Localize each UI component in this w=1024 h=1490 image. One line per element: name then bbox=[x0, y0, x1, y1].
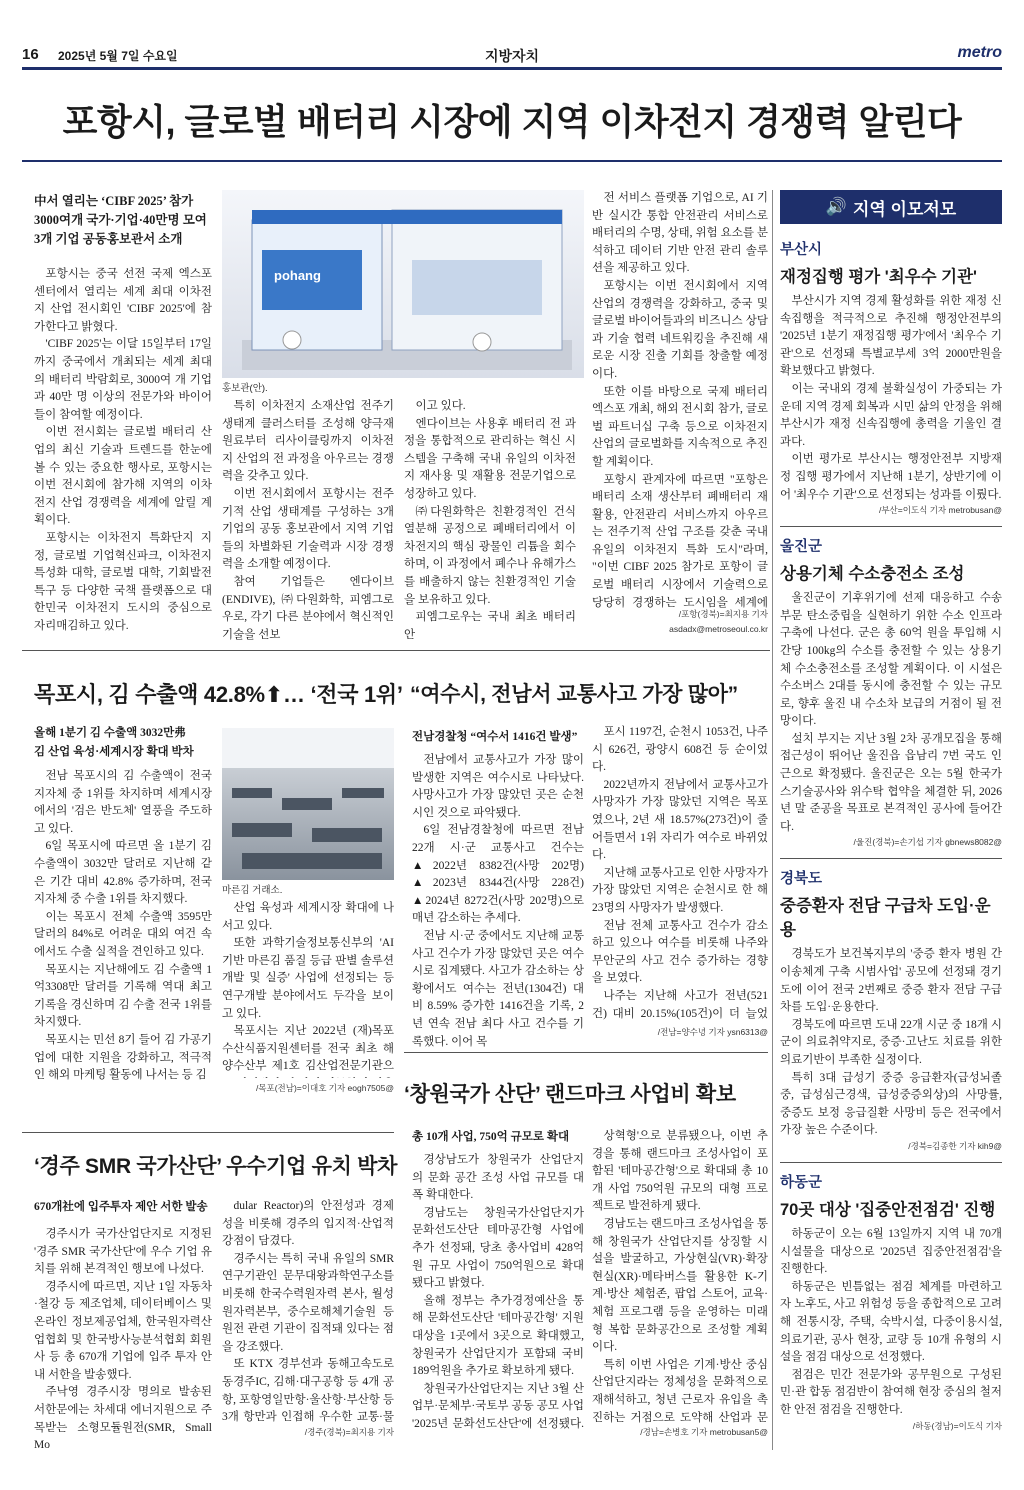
main-subheads: 中서 열리는 ‘CIBF 2025’ 참가 3000여개 국가·기업·40만명 모여 3개 기업 공동홍보관서 소개 bbox=[34, 194, 207, 246]
yeosu-col-1: 전남에서 교통사고가 가장 많이 발생한 지역은 여수시로 나타났다. 사망사고가 가장 많았던 곳은 순천시인 것으로 파악됐다. 6일 전남경찰청에 따르면 전남 22개 시·군 교통사고 건수는 ▲2022년 8382건(사망 202명) ▲2023년 8344건(사망 228건) ▲2024년 8272건(사망 202명)으로 매년 감소하는 추세다. 전남 시·군 중에서도 지난해 교통사고 건수가 가장 많았던 곳은 여수시로 집계됐다. 사고가 감소하는 상황에서도 여수는 전년(1304건) 대비 8.59% 증가한 1416건을 기록, 2년 연속 전남 최다 사고 건수를 기록했다. 이어 목 bbox=[412, 754, 584, 1048]
masthead bbox=[22, 42, 1002, 70]
laver-market-photo bbox=[222, 728, 394, 880]
booth-logo-text: pohang bbox=[274, 268, 321, 283]
main-col-3: 이고 있다. 엔다이브는 사용후 배터리 전 과정을 통합적으로 관리하는 혁신 시스템을 구축해 국내 유일의 이차전지 재사용 및 재활용 전문기업으로 성장하고 있다. ㈜다원화학은 친환경적인 건식열분해 공정으로 폐배터리에서 이차전지의 핵심 광물인 리튬을 회수하며, 이 과정에서 폐수나 유해가스를 배출하지 않는 친환경적인 기술을 보유하고 있다. 피엠그로우는 국내 최초 배터리 안 bbox=[404, 400, 576, 641]
main-col-1: 포항시는 중국 선전 국제 엑스포 센터에서 열리는 세계 최대 이차전지 산업 전시회인 'CIBF 2025'에 참가한다고 밝혔다. 'CIBF 2025'는 이달 15일부터 17일까지 중국에서 개최되는 세계 최대의 배터리 박람회로, 3000여 개 기업과 40만 명 이상의 전문가와 바이어들이 참여할 예정이다. 이번 전시회는 글로벌 배터리 산업의 최신 기술과 트렌드를 한눈에 볼 수 있는 중요한 행사로, 포항시는 이번 전시회에 참가해 지역의 이차전지 산업 경쟁력을 세계에 알릴 계획이다. 포항시는 이차전지 특화단지 지정, 글로벌 기업혁신파크, 이차전지 특성화 대학, 글로벌 대학, 기회발전특구 등 다양한 국책 플랫폼으로 대한민국 이차전지 도시의 중심으로 자리매김하고 있다. bbox=[34, 268, 212, 632]
speaker-icon: 🔊 bbox=[825, 197, 847, 216]
sidebar-item-uljin: 울진군 상용기체 수소충전소 조성 울진군이 기후위기에 선제 대응하고 수송부문 탄소중립을 실현하기 위한 수소 인프라 구축에 나선다. 군은 총 60억 원을 투입해 시간당 100kg의 수소를 충전할 수 있는 상용기체 수소충전소를 조성할 계획이다. 이 시설은 수소버스 2대를 동시에 충전할 수 있는 규모로, 향후 울진 내 수소차 보급의 거점이 될 전망이다. 설치 부지는 지난 3월 2차 공개모집을 통해 접근성이 뛰어난 울진읍 읍남리 7번 국도 인근으로 확정됐다. 울진군은 오는 5월 한국가스기술공사와 위수탁 협약을 체결한 뒤, 2026년 말 준공을 목표로 본격적인 공사에 들어간다. /울진(경북)=손기섭 기자 gbnews8082@ bbox=[780, 539, 1002, 848]
yeosu-credit: /전남=양수녕 기자 ysn6313@ bbox=[657, 1027, 768, 1037]
sidebar-separator bbox=[780, 1162, 1002, 1163]
changwon-col-2: 상혁형'으로 분류됐으나, 이번 추경을 통해 랜드마크 조성사업이 포함된 '테마공간형'으로 확대돼 총 10개 사업 750억원 규모의 대형 프로젝트로 발전하게 됐다. 경남도는 랜드마크 조성사업을 통해 창원국가 산업단지를 상징할 시설을 발굴하고, 가상현실(VR)·확장현실(XR)·메타버스를 활용한 K-기계·방산 체험존, 팝업 스토어, 교육·체험 프로그램 등을 운영하는 미래형 복합 문화공간으로 조성할 계획이다. 특히 이번 사업은 기계·방산 중심 산업단지라는 정체성을 문화적으로 재해석하고, 청년 근로자 유입을 촉진하는 거점으로 도약해 산업과 문 bbox=[592, 1130, 768, 1424]
changwon-col-1: 경상남도가 창원국가 산업단지의 문화 공간 조성 사업 규모를 대폭 확대한다. 경남도는 창원국가산업단지가 문화선도산단 테마공간형 사업에 추가 선정돼, 당초 총사업비 428억원 규모 사업이 750억원으로 확대됐다고 밝혔다. 올해 정부는 추가경정예산을 통해 문화선도산단 '테마공간형' 지원 대상을 1곳에서 3곳으로 확대했고, 창원국가 산업단지가 포함돼 국비 189억원을 추가로 확보하게 됐다. 창원국가산업단지는 지난 3월 산업부·문체부·국토부 공동 공모 사업 '2025년 문화선도산단'에 선정됐다. bbox=[412, 1154, 584, 1430]
section-divider-1 bbox=[22, 650, 770, 651]
yeosu-subhead: 전남경찰청 “여수서 1416건 발생” bbox=[412, 731, 578, 743]
main-col-4: 전 서비스 플랫폼 기업으로, AI 기반 실시간 통합 안전관리 서비스로 배터리의 수명, 상태, 위험 요소를 분석하고 데이터 기반 안전 관리 솔루션을 제공하고 있다. 포항시는 이번 전시회에서 지역 산업의 경쟁력을 강화하고, 중국 및 글로벌 바이어들과의 비즈니스 상담과 기술 협력 네트워킹을 추진해 새로운 시장 진출 기회를 창출할 예정이다. 또한 이를 바탕으로 국제 배터리 엑스포 개최, 해외 전시회 참가, 글로벌 파트너십 구축 등으로 이차전지 산업의 글로벌화를 지속적으로 추진할 계획이다. 포항시 관계자에 따르면 "포항은 배터리 소재 생산부터 폐배터리 재활용, 안전관리 서비스까지 아우르는 전주기적 산업 구조를 갖춘 국내 유일의 이차전지 특화 도시"라며, "이번 CIBF 2025 참가로 포항이 글로벌 배터리 시장에서 기술력으로 당당히 경쟁하는 도시임을 세계에 bbox=[592, 192, 768, 608]
sidebar-item-busan: 부산시 재정집행 평가 '최우수 기관' 부산시가 지역 경제 활성화를 위한 재정 신속집행을 적극적으로 추진해 행정안전부의 '2025년 1분기 재정집행 평가'에서 '최우수 기관'으로 선정돼 특별교부세 3억 2000만원을 확보했다고 밝혔다. 이는 국내외 경제 불확실성이 가중되는 가운데 지역 경제 회복과 시민 삶의 안정을 위해 부산시가 재정 신속집행에 총력을 기울인 결과다. 이번 평가로 부산시는 행정안전부 지방재정 집행 평가에서 지난해 1분기, 상반기에 이어 '최우수 기관'으로 선정되는 성과를 이뤘다. /부산=이도식 기자 metrobusan@ bbox=[780, 242, 1002, 516]
main-credit: /포항(경북)=최지용 기자 bbox=[678, 609, 768, 619]
section-divider-3 bbox=[22, 1132, 394, 1133]
regional-news-sidebar bbox=[780, 190, 1002, 1450]
mokpo-credit: /목포(전남)=이대호 기자 eogh7505@ bbox=[255, 1083, 394, 1093]
sidebar-item-hadong: 하동군 70곳 대상 '집중안전점검' 진행 하동군이 오는 6월 13일까지 지역 내 70개 시설물을 대상으로 '2025년 집중안전점검'을 진행한다. 하동군은 빈틈없는 점검 체계를 마련하고자 노후도, 사고 위험성 등을 종합적으로 고려해 전통시장, 주택, 숙박시설, 다중이용시설, 의료기관, 공사 현장, 교량 등 10개 유형의 시설을 점검 대상으로 선정했다. 점검은 민간 전문가와 공무원으로 구성된 민·관 합동 점검반이 참여해 현장 중심의 철저한 안전 점검을 진행한다. /하동(경남)=이도식 기자 bbox=[780, 1174, 1002, 1431]
laver-photo-caption: 마른김 거래소. bbox=[222, 885, 283, 896]
page-number: 16 bbox=[22, 46, 39, 63]
metro-logo: metro bbox=[957, 44, 1002, 61]
arrow-up-icon: ⬆ bbox=[264, 682, 283, 707]
sidebar-separator bbox=[780, 526, 1002, 527]
gyeongju-subhead: 670개社에 입주투자 제안 서한 발송 bbox=[34, 1201, 208, 1213]
yeosu-col-2: 포시 1197건, 순천시 1053건, 나주시 626건, 광양시 608건 등 순이었다. 2022년까지 전남에서 교통사고가 사망자가 가장 많았던 지역은 목포였으나, 2년 새 18.57%(273건)이 줄어들면서 1위 자리가 여수로 바뀌었다. 지난해 교통사고로 인한 사망자가 가장 많았던 지역은 순천시로 한 해 23명의 사망자가 발생했다. 전남 전체 교통사고 건수가 감소하고 있으나 여수를 비롯해 나주와 무안군의 사고 건수 증가하는 경향을 보였다. 나주는 지난해 사고가 전년(521건) 대비 20.15%(105건)이 더 늘었 bbox=[592, 726, 768, 1020]
section-title: 지방자치 bbox=[484, 48, 540, 64]
issue-date: 2025년 5월 7일 수요일 bbox=[58, 49, 178, 63]
changwon-credit: /경남=손병호 기자 metrobusan5@ bbox=[640, 1427, 768, 1437]
gyeongju-col-1: 경주시가 국가산업단지로 지정된 '경주 SMR 국가산단'에 우수 기업 유치를 위해 본격적인 행보에 나섰다. 경주시에 따르면, 지난 1일 자동차·철강 등 제조업체, 데이터베이스 및 온라인 정보제공업체, 한국원자력산업협회 및 한국방사능분석협회 회원사 등 총 670개 기업에 입주 투자 안내 서한을 발송했다. 주낙영 경주시장 명의로 발송된 서한문에는 차세대 에너지원으로 주목받는 소형모듈원전(SMR, Small Mo bbox=[34, 1228, 212, 1452]
gyeongju-col-2: dular Reactor)의 안전성과 경제성을 비롯해 경주의 입지적·산업적 강점이 담겼다. 경주시는 특히 국내 유일의 SMR 연구기관인 문무대왕과학연구소를 비롯해 한국수력원자력 본사, 월성원자력본부, 중수로해체기술원 등 원전 관련 기관이 집적돼 있다는 점을 강조했다. 또 KTX 경부선과 동해고속도로 동경주IC, 김해·대구공항 등 4개 공항, 포항영일만항·울산항·부산항 등 3개 항만과 인접해 우수한 교통·물 bbox=[222, 1200, 394, 1424]
sidebar-separator bbox=[780, 858, 1002, 859]
yeosu-headline: “여수시, 전남서 교통사고 가장 많아” bbox=[410, 683, 738, 706]
main-headline: 포항시, 글로벌 배터리 시장에 지역 이차전지 경쟁력 알린다 bbox=[62, 101, 962, 142]
booth-photo-caption: 홍보관(안). bbox=[222, 383, 268, 394]
mokpo-headline: 목포시, 김 수출액 42.8%⬆… ‘전국 1위’ bbox=[34, 682, 403, 707]
mokpo-col-2: 산업 육성과 세계시장 확대에 나서고 있다. 또한 과학기술정보통신부의 'AI기반 마른김 품질 등급 판별 솔루션 개발 및 실증' 사업에 선정되는 등 연구개발 분야에서도 두각을 보이고 있다. 목포시는 지난 2022년 (재)목포수산식품지원센터를 전국 최초 해양수산부 제1호 김산업전문기관으 bbox=[222, 902, 394, 1073]
mokpo-col-1: 전남 목포시의 김 수출액이 전국 지자체 중 1위를 차지하며 세계시장에서의 '검은 반도체' 열풍을 주도하고 있다. 6일 목포시에 따르면 올 1분기 김 수출액이 3032만 달러로 지난해 같은 기간 대비 42.8% 증가하며, 전국 지자체 중 수출 1위를 차지했다. 이는 목포시 전체 수출액 3595만 달러의 84%로 어려운 대외 여건 속에서도 수출 실적을 견인하고 있다. 목포시는 지난해에도 김 수출액 1억3308만 달러를 기록해 역대 최고 기록을 경신하며 김 수출 전국 1위를 차지했다. 목포시는 민선 8기 들어 김 가공기업에 대한 지원을 강화하고, 적극적인 해외 마케팅 활동에 나서는 등 김 bbox=[34, 770, 212, 1082]
changwon-headline: ‘창원국가 산단’ 랜드마크 사업비 확보 bbox=[404, 1083, 736, 1106]
main-col-2: 특히 이차전지 소재산업 전주기 생태계 클러스터를 조성해 양극재 원료부터 리사이클링까지 이차전지 산업의 전 과정을 아우르는 경쟁력을 갖추고 있다. 이번 전시회에서 포항시는 전주기적 산업 생태계를 구성하는 3개 기업의 공동 홍보관에서 지역 기업들의 차별화된 기술력과 시장 경쟁력을 소개할 예정이다. 참여 기업들은 엔다이브(ENDIVE), ㈜다원화학, 피엠그로우로, 각기 다른 분야에서 혁신적인 기술을 선보 bbox=[222, 400, 394, 641]
gyeongju-credit: /경주(경북)=최지용 기자 bbox=[304, 1427, 394, 1437]
gyeongju-headline: ‘경주 SMR 국가산단’ 우수기업 유치 박차 bbox=[34, 1155, 398, 1178]
booth-photo bbox=[222, 190, 584, 378]
market-illustration bbox=[222, 728, 394, 880]
sidebar-banner: 🔊 지역 이모저모 bbox=[780, 190, 1002, 224]
headline-divider bbox=[22, 160, 1002, 162]
main-email: asdadx@metroseoul.co.kr bbox=[669, 624, 768, 634]
sidebar-divider bbox=[772, 190, 773, 1450]
booth-illustration bbox=[222, 190, 584, 378]
section-divider-2 bbox=[404, 1052, 768, 1053]
sidebar-item-gyeongbuk: 경북도 중증환자 전담 구급차 도입·운용 경북도가 보건복지부의 '중증 환자 병원 간 이송체계 구축 시범사업' 공모에 선정돼 경기도에 이어 전국 2번째로 중증 환자 전담 구급차를 도입·운용한다. 경북도에 따르면 도내 22개 시군 중 18개 시군이 의료취약지로, 중증·고난도 치료를 위한 의료기반이 부족한 실정이다. 특히 3대 급성기 중증 응급환자(급성뇌졸중, 급성심근경색, 급성중증외상)의 사망률, 중증도 보정 응급질환 사망비 등은 전국에서 가장 높은 수준이다. /경북=김종한 기자 kih9@ bbox=[780, 871, 1002, 1151]
changwon-subhead: 총 10개 사업, 750억 규모로 확대 bbox=[412, 1131, 570, 1143]
mokpo-subheads: 올해 1분기 김 수출액 3032만弗 김 산업 육성·세계시장 확대 박차 bbox=[34, 727, 194, 758]
